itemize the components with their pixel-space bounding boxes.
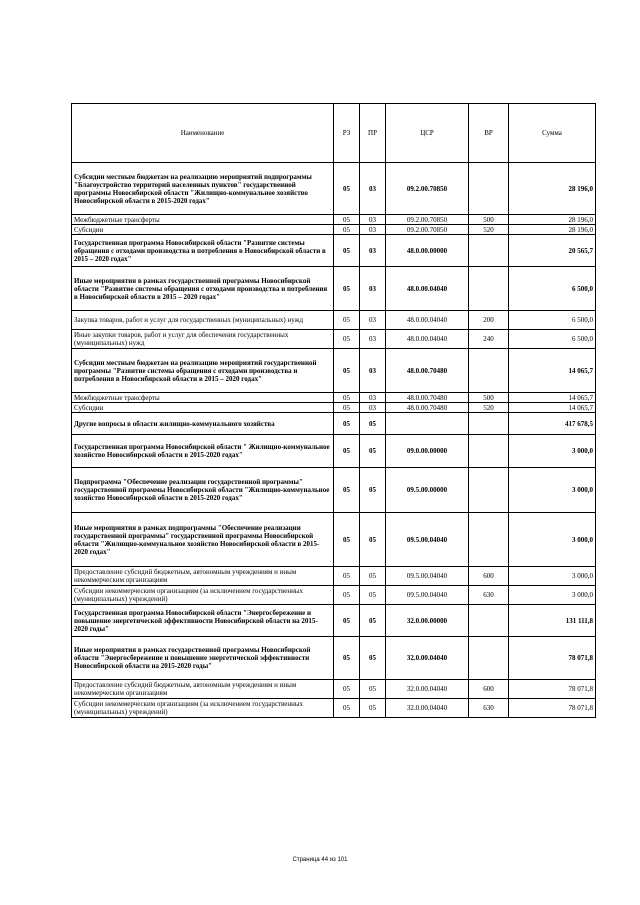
table-row — [72, 699, 596, 718]
table-row — [72, 267, 596, 311]
cell-pr: 03 — [360, 393, 386, 403]
cell-rz: 05 — [334, 680, 360, 699]
cell-name: Подпрограмма "Обеспечение реализации государственной программы" государственной программы Новосибирской области "Жилищно-коммунальное хозяйство Новосибирской области в 2015-2020 годах" — [72, 468, 334, 513]
page-number: Страница 44 из 101 — [292, 857, 348, 863]
cell-sum: 3 000,0 — [509, 513, 596, 567]
cell-sum: 14 065,7 — [509, 393, 596, 403]
cell-pr: 03 — [360, 225, 386, 235]
cell-csr: 32.0.00.04040 — [386, 637, 469, 680]
cell-name: Субсидии некоммерческим организациям (за исключением государственных (муниципальных) учреждений) — [72, 699, 334, 718]
cell-vr: 630 — [469, 586, 509, 605]
cell-vr — [469, 468, 509, 513]
table-row — [72, 235, 596, 267]
cell-csr: 48.0.00.70480 — [386, 349, 469, 393]
cell-vr: 600 — [469, 567, 509, 586]
cell-name: Иные мероприятия в рамках государственной программы Новосибирской области "Развитие системы обращения с отходами производства и потребления в Новосибирской области в 2015 – 2020 годах" — [72, 267, 334, 311]
cell-vr — [469, 435, 509, 468]
cell-name: Предоставление субсидий бюджетным, автономным учреждениям и иным некоммерческим организациям — [72, 567, 334, 586]
cell-rz: 05 — [334, 586, 360, 605]
header-sum: Сумма — [509, 104, 596, 163]
cell-sum: 3 000,0 — [509, 468, 596, 513]
cell-pr: 05 — [360, 413, 386, 435]
cell-pr: 03 — [360, 267, 386, 311]
cell-csr: 48.0.00.70480 — [386, 393, 469, 403]
cell-vr — [469, 605, 509, 637]
cell-sum: 14 065,7 — [509, 349, 596, 393]
cell-sum: 78 071,8 — [509, 699, 596, 718]
table-row — [72, 680, 596, 699]
cell-vr: 520 — [469, 225, 509, 235]
cell-csr: 48.0.00.04040 — [386, 311, 469, 330]
cell-name: Закупка товаров, работ и услуг для государственных (муниципальных) нужд — [72, 311, 334, 330]
cell-rz: 05 — [334, 513, 360, 567]
cell-csr: 48.0.00.04040 — [386, 267, 469, 311]
cell-sum: 20 565,7 — [509, 235, 596, 267]
header-pr: ПР — [360, 104, 386, 163]
cell-vr — [469, 349, 509, 393]
cell-sum: 6 500,0 — [509, 330, 596, 349]
table-row — [72, 435, 596, 468]
cell-rz: 05 — [334, 267, 360, 311]
cell-csr: 48.0.00.04040 — [386, 330, 469, 349]
cell-pr: 05 — [360, 586, 386, 605]
cell-csr: 32.0.00.04040 — [386, 680, 469, 699]
table-row — [72, 215, 596, 225]
cell-rz: 05 — [334, 567, 360, 586]
table-row — [72, 513, 596, 567]
cell-csr: 09.2.00.70850 — [386, 215, 469, 225]
cell-sum: 3 000,0 — [509, 567, 596, 586]
table-row — [72, 413, 596, 435]
cell-rz: 05 — [334, 225, 360, 235]
cell-sum: 28 196,0 — [509, 215, 596, 225]
table-row — [72, 393, 596, 403]
cell-rz: 05 — [334, 699, 360, 718]
cell-sum: 28 196,0 — [509, 225, 596, 235]
table-row — [72, 468, 596, 513]
header-vr: ВР — [469, 104, 509, 163]
cell-pr: 05 — [360, 680, 386, 699]
cell-name: Другие вопросы в области жилищно-коммунального хозяйства — [72, 413, 334, 435]
cell-pr: 05 — [360, 567, 386, 586]
cell-sum: 78 071,8 — [509, 680, 596, 699]
cell-name: Субсидии — [72, 403, 334, 413]
cell-pr: 03 — [360, 403, 386, 413]
cell-pr: 03 — [360, 330, 386, 349]
cell-rz: 05 — [334, 605, 360, 637]
cell-pr: 05 — [360, 468, 386, 513]
cell-vr: 240 — [469, 330, 509, 349]
cell-sum: 14 065,7 — [509, 403, 596, 413]
cell-csr: 48.0.00.00000 — [386, 235, 469, 267]
cell-pr: 03 — [360, 311, 386, 330]
cell-rz: 05 — [334, 311, 360, 330]
cell-vr: 500 — [469, 215, 509, 225]
table-header-row — [72, 104, 596, 163]
cell-csr: 32.0.00.04040 — [386, 699, 469, 718]
cell-vr: 630 — [469, 699, 509, 718]
table-body — [72, 163, 596, 718]
cell-sum: 3 000,0 — [509, 586, 596, 605]
cell-pr: 05 — [360, 605, 386, 637]
cell-rz: 05 — [334, 393, 360, 403]
budget-table — [71, 103, 596, 718]
header-rz: РЗ — [334, 104, 360, 163]
cell-name: Иные закупки товаров, работ и услуг для обеспечения государственных (муниципальных) нужд — [72, 330, 334, 349]
cell-sum: 78 071,8 — [509, 637, 596, 680]
table-row — [72, 637, 596, 680]
cell-vr: 500 — [469, 393, 509, 403]
cell-name: Иные мероприятия в рамках подпрограммы "Обеспечение реализации государственной программы" государственной программы Новосибирской области "Жилищно-коммунальное хозяйство Новосибирской области в 2015-2020 годах" — [72, 513, 334, 567]
cell-csr: 09.2.00.70850 — [386, 225, 469, 235]
cell-pr: 05 — [360, 435, 386, 468]
cell-csr: 09.5.00.04040 — [386, 567, 469, 586]
cell-rz: 05 — [334, 215, 360, 225]
cell-pr: 03 — [360, 215, 386, 225]
cell-vr — [469, 267, 509, 311]
cell-name: Предоставление субсидий бюджетным, автономным учреждениям и иным некоммерческим организациям — [72, 680, 334, 699]
cell-pr: 03 — [360, 163, 386, 215]
cell-rz: 05 — [334, 637, 360, 680]
cell-sum: 417 678,5 — [509, 413, 596, 435]
table-row — [72, 163, 596, 215]
cell-pr: 05 — [360, 637, 386, 680]
cell-csr: 09.5.00.04040 — [386, 586, 469, 605]
cell-rz: 05 — [334, 403, 360, 413]
cell-sum: 6 500,0 — [509, 267, 596, 311]
cell-csr: 09.5.00.00000 — [386, 468, 469, 513]
cell-pr: 03 — [360, 235, 386, 267]
cell-csr: 48.0.00.70480 — [386, 403, 469, 413]
table-row — [72, 586, 596, 605]
cell-pr: 05 — [360, 513, 386, 567]
cell-name: Государственная программа Новосибирской области "Энергосбережение и повышение энергетической эффективности Новосибирской области на 2015- 2020 годы" — [72, 605, 334, 637]
table-row — [72, 311, 596, 330]
cell-csr: 09.0.00.00000 — [386, 435, 469, 468]
table-row — [72, 225, 596, 235]
table-row — [72, 403, 596, 413]
cell-rz: 05 — [334, 349, 360, 393]
cell-name: Государственная программа Новосибирской области " Жилищно-коммунальное хозяйство Новосибирской области в 2015-2020 годах" — [72, 435, 334, 468]
cell-sum: 28 196,0 — [509, 163, 596, 215]
cell-rz: 05 — [334, 163, 360, 215]
cell-pr: 03 — [360, 349, 386, 393]
cell-sum: 131 111,8 — [509, 605, 596, 637]
cell-name: Иные мероприятия в рамках государственной программы Новосибирской области "Энергосбережение и повышение энергетической эффективности Новосибирской области на 2015-2020 годы" — [72, 637, 334, 680]
cell-vr — [469, 163, 509, 215]
cell-vr — [469, 513, 509, 567]
cell-rz: 05 — [334, 413, 360, 435]
cell-name: Субсидии местным бюджетам на реализацию мероприятий подпрограммы "Благоустройство территорий населенных пунктов" государственной программы Новосибирской области "Жилищно-коммунальное хозяйство Новосибирской области в 2015-2020 годах" — [72, 163, 334, 215]
table-row — [72, 349, 596, 393]
cell-vr — [469, 637, 509, 680]
cell-sum: 3 000,0 — [509, 435, 596, 468]
cell-csr — [386, 413, 469, 435]
cell-csr: 09.2.00.70850 — [386, 163, 469, 215]
header-name: Наименование — [72, 104, 334, 163]
cell-rz: 05 — [334, 235, 360, 267]
cell-name: Межбюджетные трансферты — [72, 393, 334, 403]
table-row — [72, 605, 596, 637]
cell-name: Субсидии местным бюджетам на реализацию мероприятий государственной программы "Развитие системы обращения с отходами производства и потребления в Новосибирской области в 2015 – 2020 годах" — [72, 349, 334, 393]
cell-pr: 05 — [360, 699, 386, 718]
cell-name: Государственная программа Новосибирской области "Развитие системы обращения с отходами производства и потребления в Новосибирской области в 2015 – 2020 годах" — [72, 235, 334, 267]
table-row — [72, 567, 596, 586]
cell-csr: 32.0.00.00000 — [386, 605, 469, 637]
cell-vr — [469, 235, 509, 267]
cell-name: Субсидии некоммерческим организациям (за исключением государственных (муниципальных) учреждений) — [72, 586, 334, 605]
cell-vr: 520 — [469, 403, 509, 413]
cell-sum: 6 500,0 — [509, 311, 596, 330]
header-csr: ЦСР — [386, 104, 469, 163]
cell-name: Межбюджетные трансферты — [72, 215, 334, 225]
table-row — [72, 330, 596, 349]
cell-rz: 05 — [334, 435, 360, 468]
cell-vr: 600 — [469, 680, 509, 699]
cell-rz: 05 — [334, 330, 360, 349]
cell-rz: 05 — [334, 468, 360, 513]
cell-vr: 200 — [469, 311, 509, 330]
cell-csr: 09.5.00.04040 — [386, 513, 469, 567]
cell-vr — [469, 413, 509, 435]
cell-name: Субсидии — [72, 225, 334, 235]
